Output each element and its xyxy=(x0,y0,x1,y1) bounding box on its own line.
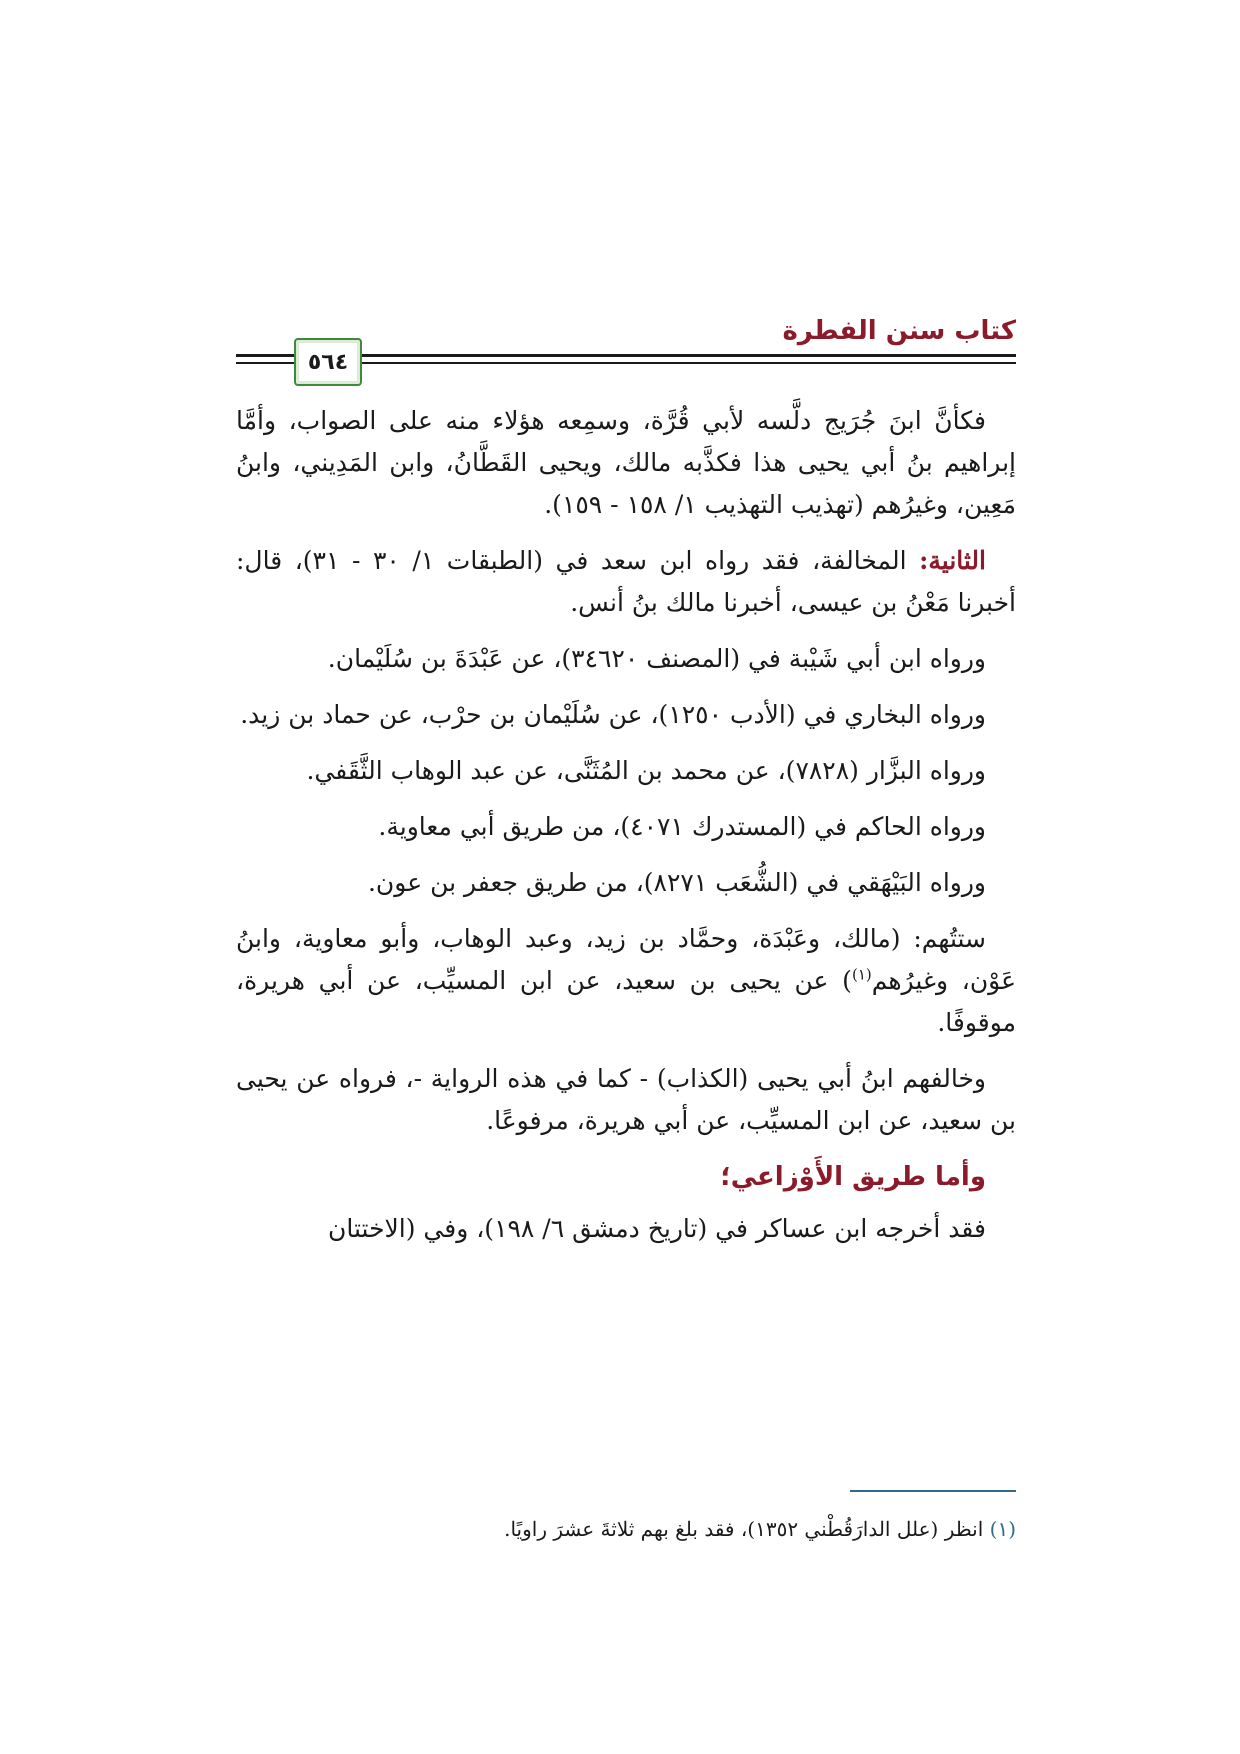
page-number-badge xyxy=(294,338,362,386)
paragraph-label: الثانية: xyxy=(919,546,986,575)
subheading: وأما طريق الأَوْزاعي؛ xyxy=(720,1162,986,1192)
paragraph-5: ورواه البزَّار (٧٨٢٨)، عن محمد بن المُثَنَّى، عن عبد الوهاب الثَّقَفي. xyxy=(306,756,986,785)
footnote-reference[interactable]: (١) xyxy=(851,965,872,984)
paragraph-1: فكأنَّ ابنَ جُرَيج دلَّسه لأبي قُرَّة، وسمِعه هؤلاء منه على الصواب، وأمَّا إبراهيم بنُ أبي يحيى هذا فكذَّبه مالك، ويحيى القَطَّانُ، وابن المَدِيني، وابنُ مَعِين، وغيرُهم (تهذيب التهذيب ١/ ١٥٨ - ١٥٩). xyxy=(236,406,1016,519)
footnote xyxy=(236,1512,1016,1546)
paragraph-6: ورواه الحاكم في (المستدرك ٤٠٧١)، من طريق أبي معاوية. xyxy=(378,812,986,841)
paragraph-7: ورواه البَيْهَقي في (الشُّعَب ٨٢٧١)، من طريق جعفر بن عون. xyxy=(367,868,986,897)
page-header xyxy=(236,308,1016,388)
paragraph-2 xyxy=(236,540,1016,624)
paragraph-10: فقد أخرجه ابن عساكر في (تاريخ دمشق ٦/ ١٩٨)، وفي (الاختتان xyxy=(328,1214,986,1243)
paragraph-3: ورواه ابن أبي شَيْبة في (المصنف ٣٤٦٢٠)، عن عَبْدَةَ بن سُلَيْمان. xyxy=(327,644,986,673)
paragraph-9: وخالفهم ابنُ أبي يحيى (الكذاب) - كما في هذه الرواية -، فرواه عن يحيى بن سعيد، عن ابن المسيِّب، عن أبي هريرة، مرفوعًا. xyxy=(236,1064,1016,1135)
page-number: ٥٦٤ xyxy=(307,349,349,375)
paragraph-2-text: المخالفة، فقد رواه ابن سعد في (الطبقات ١/ ٣٠ - ٣١)، قال: أخبرنا مَعْنُ بن عيسى، أخبرنا مالك بنُ أنس. xyxy=(236,546,1016,617)
paragraph-8 xyxy=(236,918,1016,1044)
footnote-text: انظر (علل الدارَقُطْني ١٣٥٢)، فقد بلغ بهم ثلاثةَ عشرَ راويًا. xyxy=(504,1517,984,1541)
footnote-separator xyxy=(850,1490,1016,1492)
footnote-number: (١) xyxy=(989,1517,1016,1541)
paragraph-8-text-a: ستتُهم: (مالك، وعَبْدَة، وحمَّاد بن زيد، وعبد الوهاب، وأبو معاوية، وابنُ عَوْن، وغيرُهم xyxy=(236,924,1017,995)
book-title: كتاب سنن الفطرة xyxy=(782,316,1016,346)
paragraph-8-text-b: ) عن يحيى بن سعيد، عن ابن المسيِّب، عن أبي هريرة، موقوفًا. xyxy=(236,966,1016,1037)
paragraph-4: ورواه البخاري في (الأدب ١٢٥٠)، عن سُلَيْمان بن حرْب، عن حماد بن زيد. xyxy=(240,700,986,729)
main-text xyxy=(236,400,1016,1264)
